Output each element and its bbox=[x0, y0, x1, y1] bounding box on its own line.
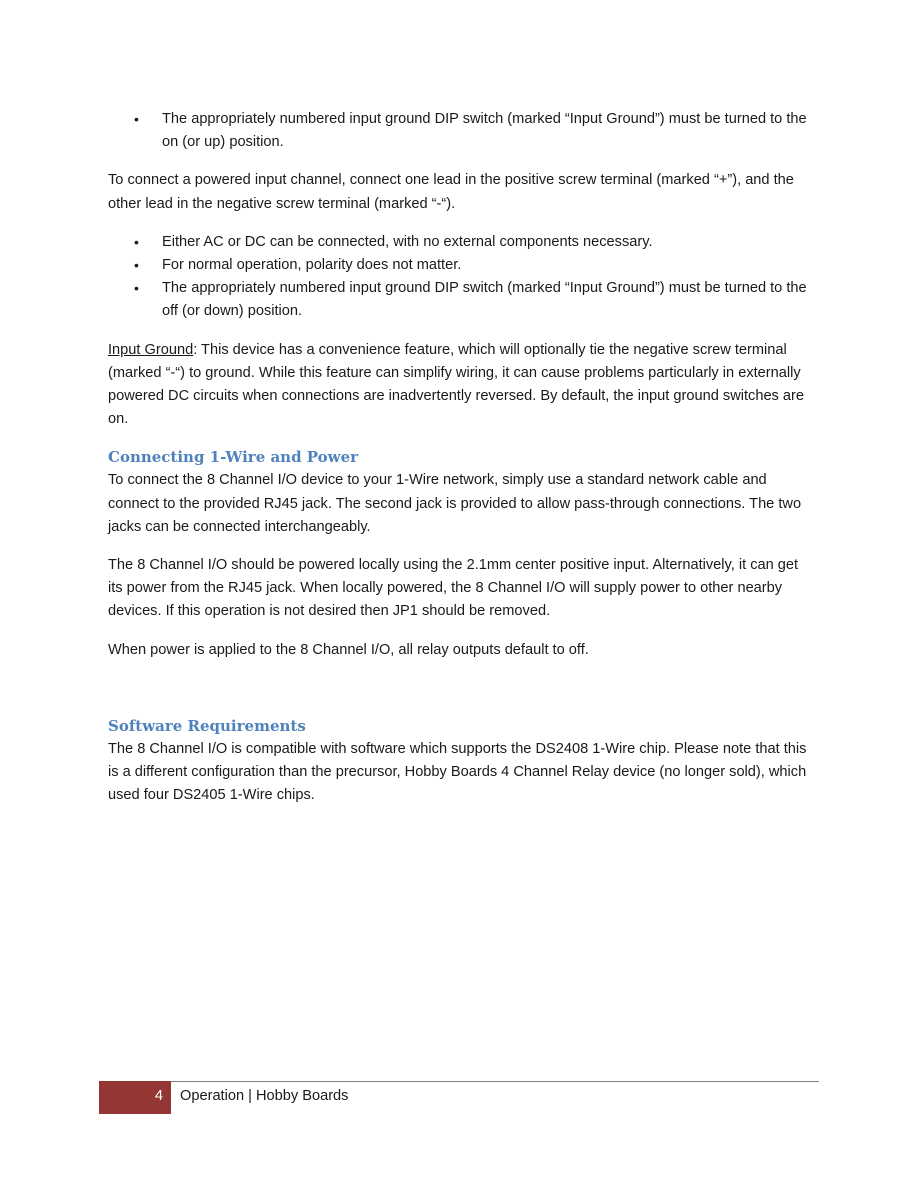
heading-software-requirements: Software Requirements bbox=[108, 716, 306, 735]
list-item bbox=[108, 108, 814, 154]
bullet-icon: • bbox=[134, 233, 139, 250]
bullet-icon: • bbox=[134, 280, 139, 297]
list-item bbox=[108, 231, 814, 254]
paragraph-software: The 8 Channel I/O is compatible with software which supports the DS2408 1-Wire chip. Please note that this is a different configuration than the precursor, Hobby Boards 4 Channel Relay device (no longer sold), which used four DS2405 1-Wire chips. bbox=[108, 740, 807, 804]
paragraph-power-source: The 8 Channel I/O should be powered locally using the 2.1mm center positive input. Alternatively, it can get its power from the RJ45 jack. When locally powered, the 8 Channel I/O will supply power to other nearby devices. If this operation is not desired then JP1 should be removed. bbox=[108, 557, 799, 620]
paragraph-relay-default: When power is applied to the 8 Channel I/O, all relay outputs default to off. bbox=[108, 641, 589, 658]
list-item-text: Either AC or DC can be connected, with no external components necessary. bbox=[162, 233, 653, 250]
page-footer bbox=[99, 1081, 819, 1114]
page-number: 4 bbox=[154, 1088, 163, 1104]
bullet-icon: • bbox=[134, 257, 139, 274]
input-ground-text: : This device has a convenience feature, which will optionally tie the negative screw terminal (marked “-“) to ground. While this feature can simplify wiring, it can cause problems particularly in externally powered DC circuits when connections are inadvertently reversed. By default, the input ground switches are on. bbox=[108, 341, 805, 428]
list-item-text: The appropriately numbered input ground DIP switch (marked “Input Ground”) must be turned to the off (or down) position. bbox=[162, 280, 807, 320]
list-item bbox=[108, 254, 814, 277]
paragraph-network: To connect the 8 Channel I/O device to your 1-Wire network, simply use a standard network cable and connect to the provided RJ45 jack. The second jack is provided to allow pass-through connections. The two jacks can be connected interchangeably. bbox=[108, 472, 802, 535]
paragraph-powered-input: To connect a powered input channel, connect one lead in the positive screw terminal (marked “+”), and the other lead in the negative screw terminal (marked “-“). bbox=[108, 172, 794, 212]
bullet-list-powered bbox=[108, 231, 814, 324]
list-item bbox=[108, 277, 814, 323]
page-number-box bbox=[99, 1081, 171, 1114]
list-item-text: The appropriately numbered input ground DIP switch (marked “Input Ground”) must be turned to the on (or up) position. bbox=[162, 111, 807, 151]
page-content bbox=[108, 108, 814, 822]
heading-connecting-power: Connecting 1-Wire and Power bbox=[108, 448, 359, 467]
paragraph-input-ground bbox=[108, 339, 814, 432]
input-ground-label: Input Ground bbox=[108, 341, 194, 358]
bullet-icon: • bbox=[134, 111, 139, 127]
footer-rule bbox=[171, 1081, 819, 1082]
footer-title: Operation | Hobby Boards bbox=[180, 1088, 349, 1104]
bullet-list-on bbox=[108, 108, 814, 154]
list-item-text: For normal operation, polarity does not matter. bbox=[162, 257, 462, 274]
section-spacer bbox=[108, 677, 814, 715]
